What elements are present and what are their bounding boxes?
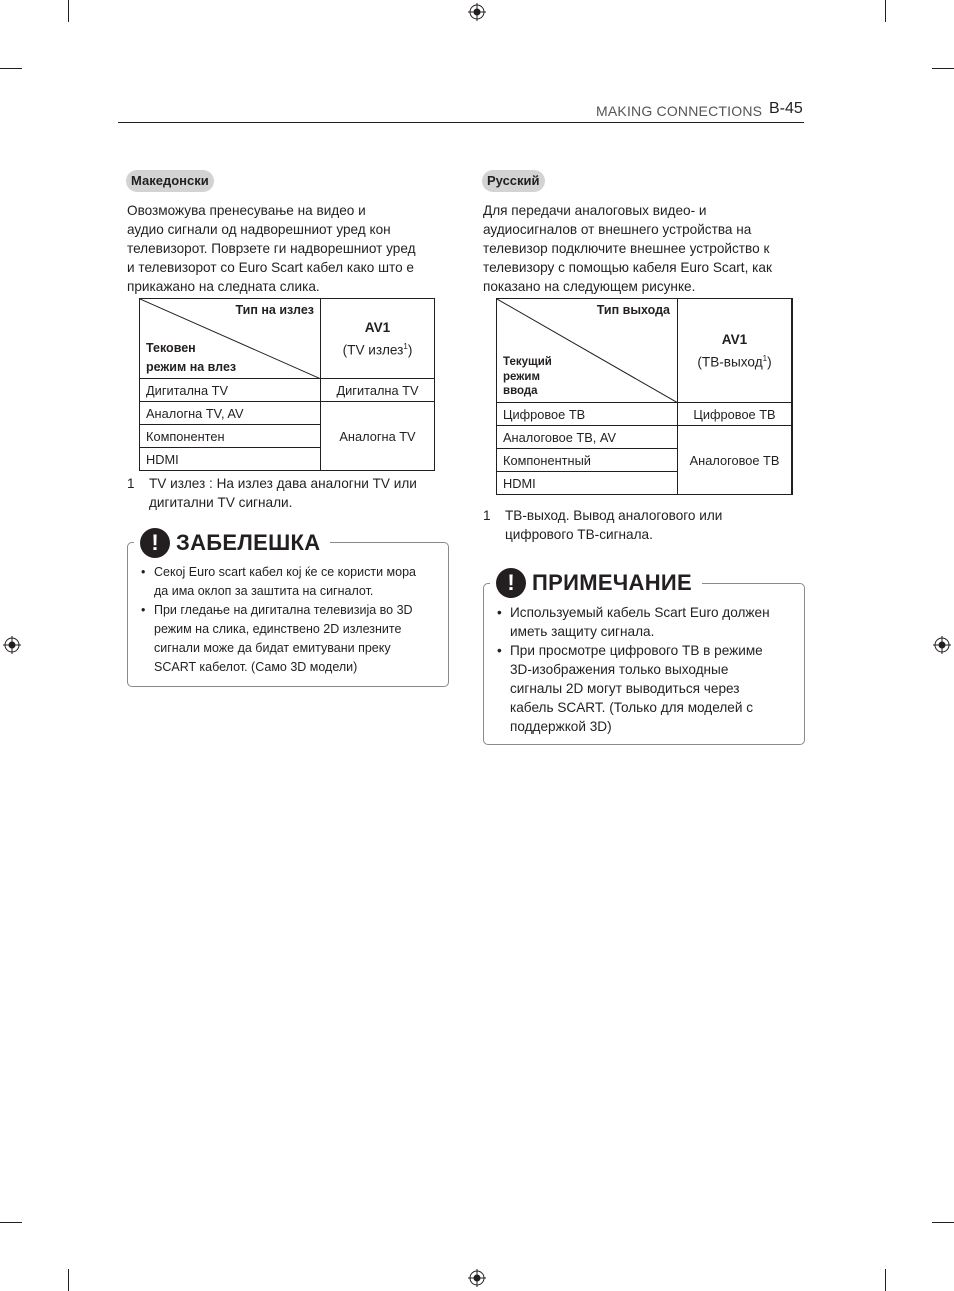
- text-line: • При гледање на дигитална телевизија во 3D: [154, 603, 413, 617]
- av1-column-header: [321, 299, 435, 379]
- list-item: [497, 603, 797, 641]
- crop-mark: [0, 68, 22, 69]
- text-line: Тековен: [146, 341, 196, 355]
- av1-title: AV1: [721, 331, 748, 347]
- text-line: поддержкой 3D): [510, 719, 612, 734]
- text-line: • Используемый кабель Scart Euro должен: [510, 605, 770, 620]
- text-line: SCART кабелот. (Само 3D модели): [154, 660, 358, 674]
- list-item: [141, 563, 441, 601]
- text-line: кабель SCART. (Только для моделей с: [510, 700, 753, 715]
- text-line: сигнали може да бидат емитувани преку: [154, 641, 391, 655]
- note-header-ru: [490, 567, 702, 599]
- list-item: [497, 641, 797, 736]
- note-list-ru: [497, 603, 797, 736]
- registration-mark-icon: [468, 1269, 486, 1287]
- text-line: Для передачи аналоговых видео- и: [483, 203, 707, 218]
- crop-mark: [68, 1269, 69, 1291]
- table-cell-value: Аналогна TV: [321, 402, 435, 471]
- text-line: телевизор подключите внешнее устройство к: [483, 241, 770, 256]
- text-line: режим на слика, единствено 2D излезните: [154, 622, 402, 636]
- table-row-label: Аналоговое ТВ, AV: [497, 426, 678, 449]
- connection-table-ru: [496, 298, 793, 495]
- connection-table-mk: [139, 298, 435, 471]
- table-cell-value: Дигитална TV: [321, 379, 435, 402]
- text-line: да има оклоп за заштита на сигналот.: [154, 584, 374, 598]
- text-line: ввода: [503, 385, 538, 397]
- crop-mark: [68, 0, 69, 22]
- language-label-mk: Македонски: [126, 170, 214, 192]
- text-line: режим на влез: [146, 360, 237, 374]
- text-line: телевизору с помощью кабеля Euro Scart, как: [483, 260, 772, 275]
- crop-mark: [932, 68, 954, 69]
- output-type-label: Тип выхода: [596, 303, 670, 317]
- text-line: TV излез : На излез дава аналогни TV или: [149, 476, 417, 491]
- table-row-label: HDMI: [497, 472, 678, 495]
- table-cell-value: Аналоговое ТВ: [678, 426, 793, 495]
- crop-mark: [932, 1222, 954, 1223]
- section-title: MAKING CONNECTIONS: [596, 103, 763, 119]
- table-cell-value: Цифровое ТВ: [678, 403, 793, 426]
- intro-paragraph-ru: [483, 201, 803, 296]
- list-item: [141, 601, 441, 677]
- crop-mark: [0, 1222, 22, 1223]
- text-line: аудиосигналов от внешнего устройства на: [483, 222, 752, 237]
- intro-paragraph-mk: [127, 201, 447, 296]
- header-divider: [118, 122, 804, 123]
- registration-mark-icon: [468, 3, 486, 21]
- text-line: Овозможува пренесување на видео и: [127, 203, 366, 218]
- text-line: аудио сигнали од надворешниот уред кон: [127, 222, 391, 237]
- text-line: режим: [503, 370, 540, 383]
- note-list-mk: [141, 563, 441, 677]
- text-line: • Секој Euro scart кабел кој ќе се користи мора: [154, 565, 416, 579]
- table-row-label: Дигитална TV: [140, 379, 321, 402]
- input-mode-label: [146, 339, 236, 377]
- text-line: телевизорот. Поврзете ги надворешниот уред: [127, 241, 416, 256]
- footnote-mk: [127, 474, 447, 514]
- input-mode-label: [503, 355, 552, 399]
- table-row-label: Компонентный: [497, 449, 678, 472]
- exclamation-icon: !: [496, 568, 526, 598]
- diagonal-header-cell: [497, 299, 678, 403]
- table-row-label: Аналогна TV, AV: [140, 402, 321, 425]
- av1-subtitle: (ТВ-выход$^1$): [697, 353, 772, 370]
- footnote-number: 1: [127, 476, 135, 491]
- av1-column-header: [678, 299, 793, 403]
- text-line: цифрового ТВ-сигнала.: [505, 527, 653, 542]
- text-line: и телевизорот со Euro Scart кабел како што е: [127, 260, 414, 275]
- registration-mark-icon: [3, 636, 21, 654]
- footnote-ru: [483, 506, 803, 546]
- exclamation-icon: !: [140, 528, 170, 558]
- av1-title: AV1: [364, 319, 391, 335]
- table-row-label: HDMI: [140, 448, 321, 471]
- text-line: иметь защиту сигнала.: [510, 624, 655, 639]
- language-label-ru: Русский: [482, 170, 545, 192]
- note-title: ПРИМЕЧАНИЕ: [532, 570, 693, 595]
- text-line: ТВ-выход. Вывод аналогового или: [505, 508, 723, 523]
- table-row-label: Цифровое ТВ: [497, 403, 678, 426]
- output-type-label: Тип на излез: [235, 303, 314, 317]
- text-line: 3D-изображения только выходные: [510, 662, 729, 677]
- text-line: показано на следующем рисунке.: [483, 279, 696, 294]
- note-header-mk: [134, 527, 330, 559]
- footnote-number: 1: [483, 508, 491, 523]
- text-line: сигналы 2D могут выводиться через: [510, 681, 740, 696]
- text-line: прикажано на следната слика.: [127, 279, 320, 294]
- text-line: Текущий: [503, 356, 552, 368]
- table-row-label: Компонентен: [140, 425, 321, 448]
- diagonal-header-cell: [140, 299, 321, 379]
- crop-mark: [885, 0, 886, 22]
- text-line: • При просмотре цифрового ТВ в режиме: [510, 643, 763, 658]
- crop-mark: [885, 1269, 886, 1291]
- av1-subtitle: (TV излез$^1$): [342, 341, 413, 358]
- page-number: B-45: [769, 100, 803, 117]
- note-title: ЗАБЕЛЕШКА: [176, 530, 321, 555]
- text-line: дигитални TV сигнали.: [149, 495, 293, 510]
- registration-mark-icon: [933, 636, 951, 654]
